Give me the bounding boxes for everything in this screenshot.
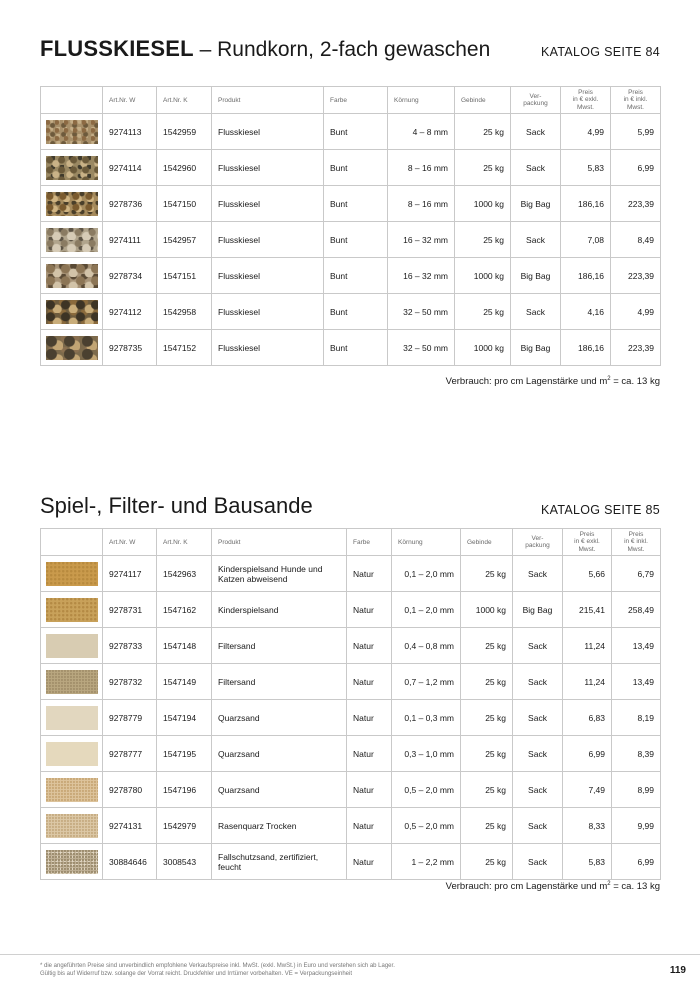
art-nr-w: 9278735 — [103, 330, 157, 366]
section-title-plain: Spiel-, Filter- und Bausande — [40, 493, 313, 518]
grain-size: 0,7 – 1,2 mm — [392, 664, 461, 700]
art-nr-k: 1542959 — [157, 114, 212, 150]
column-header-color: Farbe — [324, 87, 388, 114]
grain-size: 16 – 32 mm — [388, 258, 455, 294]
table-row — [41, 114, 661, 150]
price-excl-vat: 186,16 — [561, 330, 611, 366]
product-name: Flusskiesel — [212, 114, 324, 150]
product-image-cell — [41, 330, 103, 366]
note-text: Verbrauch: pro cm Lagenstärke und m — [445, 376, 608, 388]
price-incl-vat: 4,99 — [611, 294, 661, 330]
note-text-end: = ca. 13 kg — [610, 881, 660, 893]
katalog-reference: KATALOG SEITE 84 — [541, 45, 660, 59]
price-excl-vat: 186,16 — [561, 258, 611, 294]
table-row — [41, 844, 661, 880]
product-image-cell — [41, 222, 103, 258]
art-nr-w: 9278780 — [103, 772, 157, 808]
table-row — [41, 330, 661, 366]
art-nr-w: 9278731 — [103, 592, 157, 628]
grain-size: 32 – 50 mm — [388, 294, 455, 330]
section-title-bold: FLUSSKIESEL — [40, 36, 194, 61]
table-row — [41, 808, 661, 844]
product-name: Quarzsand — [212, 736, 347, 772]
color: Natur — [347, 808, 392, 844]
product-image-cell — [41, 150, 103, 186]
grain-size: 0,3 – 1,0 mm — [392, 736, 461, 772]
art-nr-k: 1547148 — [157, 628, 212, 664]
page-number: 119 — [669, 965, 686, 976]
product-name: Flusskiesel — [212, 150, 324, 186]
column-header-product-name: Produkt — [212, 529, 347, 556]
packaging: Sack — [513, 736, 563, 772]
grain-size: 1 – 2,2 mm — [392, 844, 461, 880]
section-title — [40, 36, 490, 62]
package-size: 25 kg — [461, 808, 513, 844]
product-name: Quarzsand — [212, 772, 347, 808]
footer-line-1: * die angeführten Preise sind unverbindlich empfohlene Verkaufspreise inkl. MwSt. (exkl. MwSt.) in Euro und verstehen sich ab Lager. — [40, 963, 395, 969]
product-image — [46, 562, 98, 586]
product-image — [46, 742, 98, 766]
table-row — [41, 592, 661, 628]
column-header-art-nr-k: Art.Nr. K — [157, 529, 212, 556]
table-row — [41, 700, 661, 736]
art-nr-k: 1547149 — [157, 664, 212, 700]
art-nr-w: 9274112 — [103, 294, 157, 330]
product-image — [46, 850, 98, 874]
note-sup: 2 — [607, 881, 611, 887]
packaging: Sack — [513, 772, 563, 808]
product-image-cell — [41, 628, 103, 664]
product-image — [46, 670, 98, 694]
price-incl-vat: 9,99 — [612, 808, 661, 844]
color: Natur — [347, 664, 392, 700]
katalog-reference: KATALOG SEITE 85 — [541, 503, 660, 517]
packaging: Sack — [511, 114, 561, 150]
product-image — [46, 300, 98, 324]
price-excl-vat: 186,16 — [561, 186, 611, 222]
package-size: 1000 kg — [461, 592, 513, 628]
price-excl-vat: 4,99 — [561, 114, 611, 150]
price-incl-vat: 6,99 — [612, 844, 661, 880]
grain-size: 8 – 16 mm — [388, 150, 455, 186]
table-row — [41, 186, 661, 222]
color: Bunt — [324, 150, 388, 186]
art-nr-k: 1542958 — [157, 294, 212, 330]
packaging: Sack — [513, 844, 563, 880]
column-header-grain-size: Körnung — [392, 529, 461, 556]
note-text-end: = ca. 13 kg — [610, 376, 660, 388]
package-size: 25 kg — [455, 294, 511, 330]
table-header-row — [41, 529, 661, 556]
price-excl-vat: 6,99 — [563, 736, 612, 772]
color: Natur — [347, 736, 392, 772]
color: Natur — [347, 700, 392, 736]
packaging: Sack — [513, 808, 563, 844]
table-header-row — [41, 87, 661, 114]
packaging: Sack — [513, 628, 563, 664]
grain-size: 0,1 – 2,0 mm — [392, 556, 461, 592]
color: Natur — [347, 628, 392, 664]
column-header-art-nr-w: Art.Nr. W — [103, 87, 157, 114]
package-size: 1000 kg — [455, 186, 511, 222]
art-nr-w: 9278734 — [103, 258, 157, 294]
product-image — [46, 264, 98, 288]
grain-size: 0,4 – 0,8 mm — [392, 628, 461, 664]
product-image-cell — [41, 844, 103, 880]
price-excl-vat: 215,41 — [563, 592, 612, 628]
price-incl-vat: 6,79 — [612, 556, 661, 592]
product-name: Flusskiesel — [212, 258, 324, 294]
column-header-color: Farbe — [347, 529, 392, 556]
product-image — [46, 120, 98, 144]
product-image-cell — [41, 294, 103, 330]
packaging: Big Bag — [513, 592, 563, 628]
price-excl-vat: 4,16 — [561, 294, 611, 330]
column-header-grain-size: Körnung — [388, 87, 455, 114]
grain-size: 0,5 – 2,0 mm — [392, 808, 461, 844]
price-excl-vat: 8,33 — [563, 808, 612, 844]
price-excl-vat: 11,24 — [563, 664, 612, 700]
art-nr-w: 9274131 — [103, 808, 157, 844]
art-nr-k: 1542960 — [157, 150, 212, 186]
price-excl-vat: 6,83 — [563, 700, 612, 736]
color: Natur — [347, 592, 392, 628]
price-incl-vat: 13,49 — [612, 628, 661, 664]
package-size: 25 kg — [461, 664, 513, 700]
package-size: 25 kg — [455, 114, 511, 150]
note-text: Verbrauch: pro cm Lagenstärke und m — [445, 881, 608, 893]
price-excl-vat: 5,83 — [561, 150, 611, 186]
art-nr-k: 1547195 — [157, 736, 212, 772]
product-image — [46, 634, 98, 658]
footer-disclaimer — [40, 962, 520, 978]
art-nr-w: 9274113 — [103, 114, 157, 150]
packaging: Sack — [513, 664, 563, 700]
product-image — [46, 814, 98, 838]
art-nr-k: 1547194 — [157, 700, 212, 736]
product-name: Flusskiesel — [212, 330, 324, 366]
grain-size: 16 – 32 mm — [388, 222, 455, 258]
product-name: Flusskiesel — [212, 294, 324, 330]
product-image — [46, 778, 98, 802]
package-size: 25 kg — [461, 628, 513, 664]
package-size: 25 kg — [455, 150, 511, 186]
column-header-package-size: Gebinde — [455, 87, 511, 114]
product-image — [46, 192, 98, 216]
product-image — [46, 228, 98, 252]
package-size: 25 kg — [455, 222, 511, 258]
consumption-note — [446, 376, 660, 387]
color: Bunt — [324, 330, 388, 366]
product-name: Quarzsand — [212, 700, 347, 736]
art-nr-w: 9274111 — [103, 222, 157, 258]
price-incl-vat: 8,49 — [611, 222, 661, 258]
product-image-cell — [41, 258, 103, 294]
price-excl-vat: 5,83 — [563, 844, 612, 880]
note-sup: 2 — [607, 376, 611, 382]
product-name: Rasenquarz Trocken — [212, 808, 347, 844]
art-nr-w: 9274117 — [103, 556, 157, 592]
packaging: Sack — [513, 700, 563, 736]
art-nr-w: 9274114 — [103, 150, 157, 186]
table-row — [41, 772, 661, 808]
art-nr-k: 1547150 — [157, 186, 212, 222]
art-nr-k: 1547162 — [157, 592, 212, 628]
product-image-cell — [41, 592, 103, 628]
product-image — [46, 706, 98, 730]
product-image — [46, 336, 98, 360]
grain-size: 4 – 8 mm — [388, 114, 455, 150]
color: Bunt — [324, 186, 388, 222]
product-image-cell — [41, 114, 103, 150]
price-incl-vat: 13,49 — [612, 664, 661, 700]
price-excl-vat: 7,08 — [561, 222, 611, 258]
column-header-price-incl-vat: Preis in € inkl. Mwst. — [611, 87, 661, 114]
packaging: Sack — [513, 556, 563, 592]
footer-divider — [0, 954, 700, 955]
price-excl-vat: 5,66 — [563, 556, 612, 592]
column-header-art-nr-k: Art.Nr. K — [157, 87, 212, 114]
art-nr-k: 1542957 — [157, 222, 212, 258]
color: Bunt — [324, 294, 388, 330]
product-table — [40, 528, 661, 880]
table-row — [41, 736, 661, 772]
art-nr-w: 9278777 — [103, 736, 157, 772]
table-row — [41, 258, 661, 294]
art-nr-w: 9278732 — [103, 664, 157, 700]
product-name: Kinderspielsand — [212, 592, 347, 628]
column-header-art-nr-w: Art.Nr. W — [103, 529, 157, 556]
price-incl-vat: 223,39 — [611, 330, 661, 366]
price-excl-vat: 11,24 — [563, 628, 612, 664]
product-image-cell — [41, 700, 103, 736]
art-nr-k: 1547196 — [157, 772, 212, 808]
color: Bunt — [324, 114, 388, 150]
section-title — [40, 493, 313, 519]
price-incl-vat: 258,49 — [612, 592, 661, 628]
art-nr-w: 30884646 — [103, 844, 157, 880]
price-incl-vat: 223,39 — [611, 186, 661, 222]
packaging: Big Bag — [511, 330, 561, 366]
table-row — [41, 556, 661, 592]
art-nr-k: 3008543 — [157, 844, 212, 880]
package-size: 1000 kg — [455, 258, 511, 294]
product-image-cell — [41, 664, 103, 700]
art-nr-w: 9278733 — [103, 628, 157, 664]
column-header-price-excl-vat: Preis in € exkl. Mwst. — [561, 87, 611, 114]
table-row — [41, 294, 661, 330]
product-name: Flusskiesel — [212, 222, 324, 258]
product-name: Flusskiesel — [212, 186, 324, 222]
price-incl-vat: 8,19 — [612, 700, 661, 736]
column-header-package-size: Gebinde — [461, 529, 513, 556]
image-header — [41, 87, 103, 114]
grain-size: 0,1 – 0,3 mm — [392, 700, 461, 736]
price-incl-vat: 8,39 — [612, 736, 661, 772]
art-nr-k: 1542963 — [157, 556, 212, 592]
color: Natur — [347, 556, 392, 592]
packaging: Big Bag — [511, 186, 561, 222]
product-image-cell — [41, 556, 103, 592]
product-image-cell — [41, 772, 103, 808]
table-row — [41, 222, 661, 258]
price-incl-vat: 6,99 — [611, 150, 661, 186]
packaging: Sack — [511, 294, 561, 330]
package-size: 1000 kg — [455, 330, 511, 366]
grain-size: 8 – 16 mm — [388, 186, 455, 222]
art-nr-w: 9278736 — [103, 186, 157, 222]
packaging: Sack — [511, 150, 561, 186]
grain-size: 0,1 – 2,0 mm — [392, 592, 461, 628]
packaging: Sack — [511, 222, 561, 258]
color: Bunt — [324, 258, 388, 294]
package-size: 25 kg — [461, 772, 513, 808]
grain-size: 32 – 50 mm — [388, 330, 455, 366]
column-header-packaging: Ver- packung — [511, 87, 561, 114]
product-image-cell — [41, 186, 103, 222]
package-size: 25 kg — [461, 736, 513, 772]
price-incl-vat: 5,99 — [611, 114, 661, 150]
product-name: Filtersand — [212, 628, 347, 664]
image-header — [41, 529, 103, 556]
column-header-price-incl-vat: Preis in € inkl. Mwst. — [612, 529, 661, 556]
table-row — [41, 664, 661, 700]
product-image-cell — [41, 808, 103, 844]
packaging: Big Bag — [511, 258, 561, 294]
art-nr-k: 1547152 — [157, 330, 212, 366]
grain-size: 0,5 – 2,0 mm — [392, 772, 461, 808]
color: Bunt — [324, 222, 388, 258]
product-image — [46, 598, 98, 622]
color: Natur — [347, 844, 392, 880]
column-header-product-name: Produkt — [212, 87, 324, 114]
price-incl-vat: 223,39 — [611, 258, 661, 294]
section-title-rest: – Rundkorn, 2-fach gewaschen — [193, 38, 491, 61]
product-name: Kinderspielsand Hunde und Katzen abweisend — [212, 556, 347, 592]
product-image-cell — [41, 736, 103, 772]
product-image — [46, 156, 98, 180]
column-header-packaging: Ver- packung — [513, 529, 563, 556]
package-size: 25 kg — [461, 844, 513, 880]
price-excl-vat: 7,49 — [563, 772, 612, 808]
art-nr-k: 1547151 — [157, 258, 212, 294]
color: Natur — [347, 772, 392, 808]
table-row — [41, 150, 661, 186]
consumption-note — [446, 881, 660, 892]
art-nr-w: 9278779 — [103, 700, 157, 736]
art-nr-k: 1542979 — [157, 808, 212, 844]
product-name: Filtersand — [212, 664, 347, 700]
package-size: 25 kg — [461, 700, 513, 736]
package-size: 25 kg — [461, 556, 513, 592]
footer-line-2: Gültig bis auf Widerruf bzw. solange der Vorrat reicht. Druckfehler und Irrtümer vorbehalten. VE = Verpackungseinheit — [40, 971, 352, 977]
product-name: Fallschutzsand, zertifiziert, feucht — [212, 844, 347, 880]
column-header-price-excl-vat: Preis in € exkl. Mwst. — [563, 529, 612, 556]
price-incl-vat: 8,99 — [612, 772, 661, 808]
table-row — [41, 628, 661, 664]
product-table — [40, 86, 661, 366]
